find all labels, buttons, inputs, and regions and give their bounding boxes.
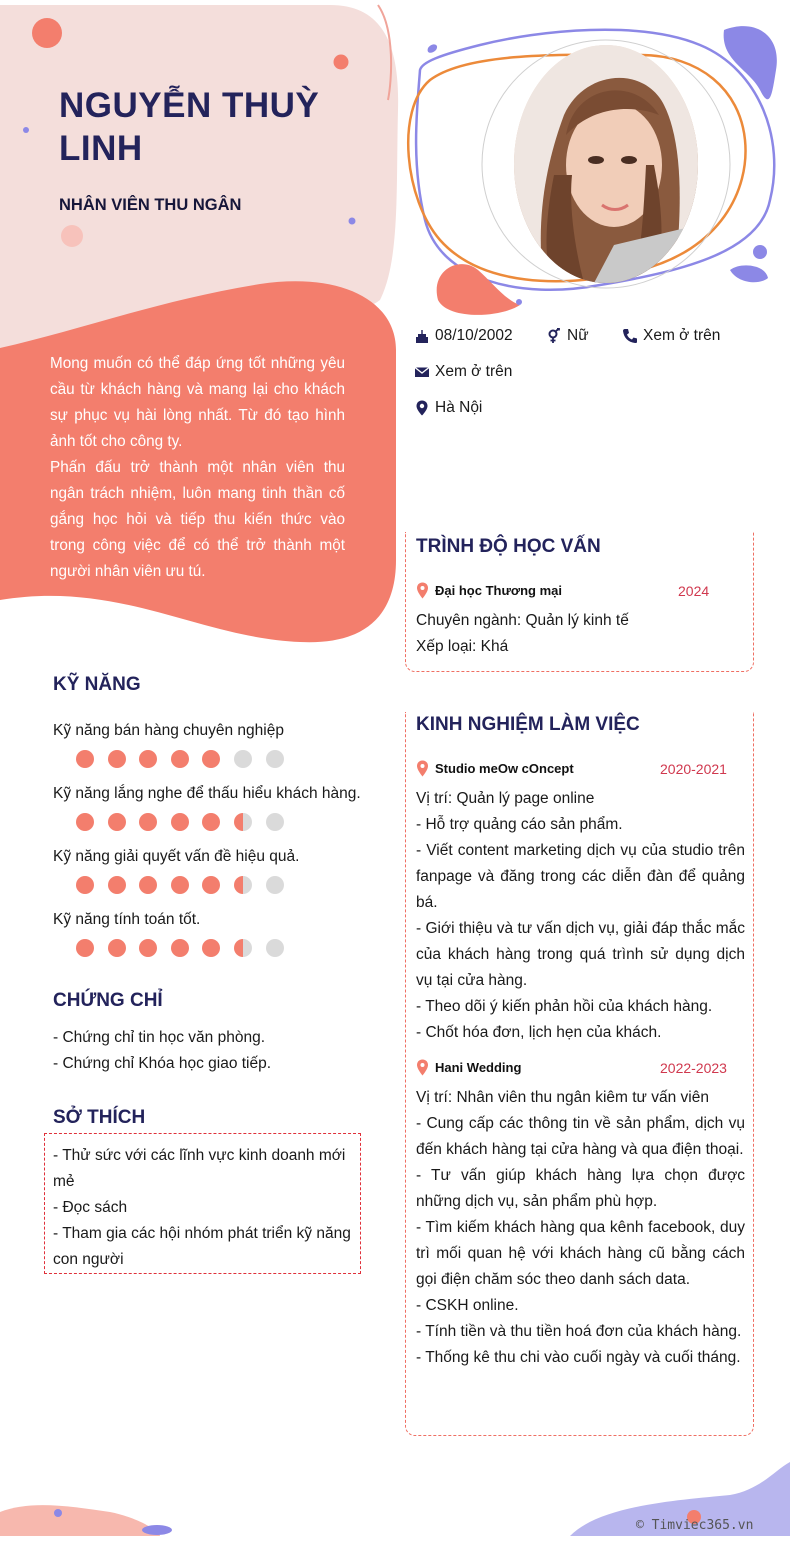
cake-icon [414, 328, 430, 344]
list-item: - Theo dõi ý kiến phản hồi của khách hàng. [416, 998, 713, 1015]
location-pin-icon [414, 400, 430, 416]
certificates-heading: CHỨNG CHỈ [53, 990, 163, 1012]
birthday [414, 327, 513, 345]
list-item: Vị trí: Quản lý page online [416, 790, 595, 807]
certificates-list [53, 1025, 271, 1077]
skill-label: Kỹ năng giải quyết vấn đề hiệu quả. [53, 848, 300, 865]
objective-paragraph-1: Mong muốn có thể đáp ứng tốt những yêu cầu từ khách hàng và mang lại cho khách sự phục vụ hài lòng nhất. Từ đó tạo hình ảnh tốt cho công ty. [50, 355, 345, 450]
address-value: Hà Nội [435, 399, 483, 416]
objective-paragraph-2: Phấn đấu trở thành một nhân viên thu ngân trách nhiệm, luôn mang tinh thần cố gắng học hỏi và tiếp thu kiến thức vào trong công việc để có thể trở thành một người nhân viên ưu tú. [50, 459, 345, 580]
portrait-illustration [514, 45, 698, 283]
education-details [416, 608, 745, 660]
email [414, 363, 512, 381]
skill-rating [76, 876, 284, 894]
list-item: - Viết content marketing dịch vụ của studio trên fanpage và đăng trong các diễn đàn để quảng bá. [416, 842, 745, 911]
education-heading: TRÌNH ĐỘ HỌC VẤN [416, 536, 601, 558]
list-item: - Tìm kiếm khách hàng qua kênh facebook, duy trì mối quan hệ với khách hàng cũ bằng cách gọi điện chăm sóc theo danh sách data. [416, 1219, 745, 1288]
skill-rating [76, 939, 284, 957]
location-pin-icon [416, 1059, 429, 1076]
mail-icon [414, 364, 430, 380]
career-objective [50, 351, 345, 585]
job-description [416, 786, 745, 1046]
list-item: Vị trí: Nhân viên thu ngân kiêm tư vấn viên [416, 1089, 709, 1106]
gender-value: Nữ [567, 327, 589, 344]
birthday-value: 08/10/2002 [435, 327, 513, 344]
skill-label: Kỹ năng tính toán tốt. [53, 911, 201, 928]
skill-label: Kỹ năng bán hàng chuyên nghiệp [53, 722, 284, 739]
education-school: Đại học Thương mại [416, 582, 562, 599]
education-year: 2024 [678, 583, 710, 599]
education-rank: Xếp loại: Khá [416, 638, 509, 655]
candidate-name: NGUYỄN THUỲ LINH [59, 86, 320, 168]
job-company: Hani Wedding [416, 1059, 521, 1076]
job-description [416, 1085, 745, 1371]
email-value: Xem ở trên [435, 363, 513, 380]
skills-heading: KỸ NĂNG [53, 674, 141, 696]
list-item: - Hỗ trợ quảng cáo sản phẩm. [416, 816, 623, 833]
profile-photo [514, 45, 698, 283]
hobbies-list [53, 1143, 360, 1273]
skill-rating [76, 750, 284, 768]
gender-icon [546, 328, 562, 344]
phone-value: Xem ở trên [643, 327, 721, 344]
phone [622, 327, 720, 345]
list-item: - Đọc sách [53, 1199, 128, 1216]
phone-icon [622, 328, 638, 344]
list-item: - Thử sức với các lĩnh vực kinh doanh mới mẻ [53, 1147, 346, 1190]
job-period: 2022-2023 [660, 1060, 727, 1076]
hobbies-heading: SỞ THÍCH [53, 1107, 145, 1129]
job-period: 2020-2021 [660, 761, 727, 777]
address [414, 399, 482, 417]
list-item: - Chứng chỉ tin học văn phòng. [53, 1029, 266, 1046]
list-item: - CSKH online. [416, 1297, 519, 1314]
list-item: - Tham gia các hội nhóm phát triển kỹ năng con người [53, 1225, 351, 1268]
list-item: - Tư vấn giúp khách hàng lựa chọn được những dịch vụ, sản phẩm phù hợp. [416, 1167, 745, 1210]
skill-label: Kỹ năng lắng nghe để thấu hiểu khách hàng. [53, 785, 361, 802]
location-pin-icon [416, 582, 429, 599]
list-item: - Chốt hóa đơn, lịch hẹn của khách. [416, 1024, 662, 1041]
list-item: - Thống kê thu chi vào cuối ngày và cuối tháng. [416, 1349, 741, 1366]
skill-rating [76, 813, 284, 831]
list-item: - Giới thiệu và tư vấn dịch vụ, giải đáp thắc mắc của khách hàng trong quá trình sử dụng dịch vụ tại cửa hàng. [416, 920, 745, 989]
job-title: NHÂN VIÊN THU NGÂN [59, 196, 242, 214]
copyright-footer: © Timviec365.vn [636, 1518, 754, 1533]
education-major: Chuyên ngành: Quản lý kinh tế [416, 612, 629, 629]
job-company: Studio meOw cOncept [416, 760, 574, 777]
experience-heading: KINH NGHIỆM LÀM VIỆC [416, 714, 640, 736]
location-pin-icon [416, 760, 429, 777]
gender [546, 327, 589, 345]
hobbies-box [44, 1133, 361, 1274]
list-item: - Cung cấp các thông tin về sản phẩm, dịch vụ đến khách hàng tại cửa hàng và qua điện thoại. [416, 1115, 745, 1158]
list-item: - Chứng chỉ Khóa học giao tiếp. [53, 1055, 272, 1072]
list-item: - Tính tiền và thu tiền hoá đơn của khách hàng. [416, 1323, 742, 1340]
